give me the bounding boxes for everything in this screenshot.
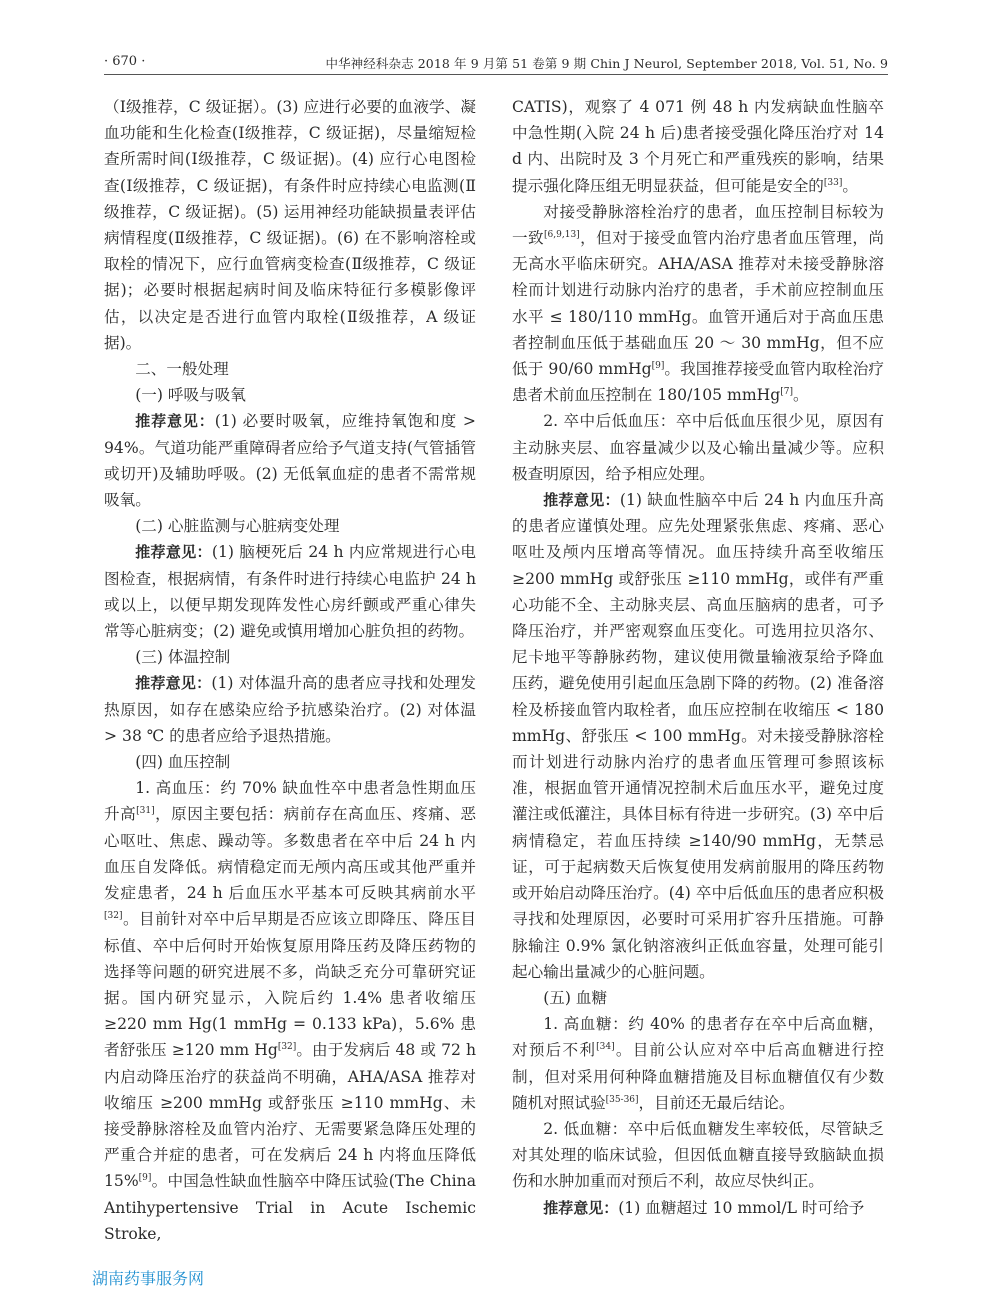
subsection-heading: (五) 血糖 <box>543 988 608 1007</box>
recommendation: 推荐意见：(1) 血糖超过 10 mmol/L 时可给予 <box>543 1198 865 1217</box>
recommendation-label: 推荐意见： <box>135 543 212 562</box>
journal-citation: 中华神经科杂志 2018 年 9 月第 51 卷第 9 期 Chin J Neurol, September 2018, Vol. 51, No. 9 <box>325 56 888 71</box>
paragraph: 2. 卒中后低血压：卒中后低血压很少见，原因有主动脉夹层、血容量减少以及心输出量减少等。应积极查明原因，给予相应处理。 <box>512 412 884 483</box>
section-heading: 二、一般处理 <box>135 360 229 379</box>
paragraph: CATIS)，观察了 4 071 例 48 h 内发病缺血性脑卒中急性期(入院 24 h 后)患者接受强化降压治疗对 14 d 内、出院时及 3 个月死亡和严重残疾的影响，结果提示强化降压组无明显获益，但可能是安全的[33]。 <box>512 98 884 195</box>
subsection-heading: (一) 呼吸与吸氧 <box>135 386 246 405</box>
citation-ref: [31] <box>136 806 155 817</box>
subsection-heading: (二) 心脏监测与心脏病变处理 <box>135 517 340 536</box>
subsection-heading: (三) 体温控制 <box>135 648 231 667</box>
recommendation: 推荐意见：(1) 缺血性脑卒中后 24 h 内血压升高的患者应谨慎处理。应先处理紧张焦虑、疼痛、恶心呕吐及颅内压增高等情况。血压持续升高至收缩压 ≥200 mmHg 或舒张压 ≥110 mmHg，或伴有严重心功能不全、主动脉夹层、高血压脑病的患者，可予降压治疗，并严密观察血压变化。可选用拉贝洛尔、尼卡地平等静脉药物，建议使用微量输液泵给予降血压药，避免使用引起血压急剧下降的药物。(2) 准备溶栓及桥接血管内取栓者，血压应控制在收缩压 < 180 mmHg、舒张压 < 100 mmHg。对未接受静脉溶栓而计划进行动脉内治疗的患者血压管理可参照该标准，根据血管开通情况控制术后血压水平，避免过度灌注或低灌注，具体目标有待进一步研究。(3) 卒中后病情稳定，若血压持续 ≥140/90 mmHg，无禁忌证，可于起病数天后恢复使用发病前服用的降压药物或开始启动降压治疗。(4) 卒中后低血压的患者应积极寻找和处理原因，必要时可采用扩容升压措施。可静脉输注 0.9% 氯化钠溶液纠正低血容量，处理可能引起心输出量减少的心脏问题。 <box>512 491 884 981</box>
page-header <box>104 52 888 75</box>
site-watermark: 湖南药事服务网 <box>92 1269 205 1288</box>
citation-ref: [7] <box>780 387 793 398</box>
recommendation: 推荐意见：(1) 脑梗死后 24 h 内应常规进行心电图检查，根据病情，有条件时进行持续心电监护 24 h 或以上，以便早期发现阵发性心房纤颤或严重心律失常等心脏病变；(2) 避免或慎用增加心脏负担的药物。 <box>104 543 476 641</box>
citation-ref: [32] <box>277 1042 297 1053</box>
left-column <box>104 94 476 1247</box>
subsection-heading: (四) 血压控制 <box>135 753 231 772</box>
paragraph: 对接受静脉溶栓治疗的患者，血压控制目标较为一致[6,9,13]，但对于接受血管内治疗患者血压管理，尚无高水平临床研究。AHA/ASA 推荐对未接受静脉溶栓而计划进行动脉内治疗的患者，手术前应控制血压水平 ≤ 180/110 mmHg。血管开通后对于高血压患者控制血压低于基础血压 20 ～ 30 mmHg，但不应低于 90/60 mmHg[9]。我国推荐接受血管内取栓治疗患者术前血压控制在 180/105 mmHg[7]。 <box>512 202 884 405</box>
citation-ref: [33] <box>823 177 843 188</box>
paragraph: 1. 高血糖：约 40% 的患者存在卒中后高血糖，对预后不利[34]。目前公认应对卒中后高血糖进行控制，但对采用何种降血糖措施及目标血糖值仅有少数随机对照试验[35-36]，目前还无最后结论。 <box>512 1015 884 1112</box>
citation-ref: [9] <box>138 1173 152 1184</box>
recommendation-label: 推荐意见： <box>543 1198 619 1217</box>
paragraph: 1. 高血压：约 70% 缺血性卒中患者急性期血压升高[31]，原因主要包括：病前存在高血压、疼痛、恶心呕吐、焦虑、躁动等。多数患者在卒中后 24 h 内血压自发降低。病情稳定而无颅内高压或其他严重并发症患者，24 h 后血压水平基本可反映其病前水平[32]。目前针对卒中后早期是否应该立即降压、降压目标值、卒中后何时开始恢复原用降压药及降压药物的选择等问题的研究进展不多，尚缺乏充分可靠研究证据。国内研究显示，入院后约 1.4% 患者收缩压 ≥220 mm Hg(1 mmHg = 0.133 kPa)，5.6% 患者舒张压 ≥120 mm Hg[32]。由于发病后 48 或 72 h 内启动降压治疗的获益尚不明确，AHA/ASA 推荐对收缩压 ≥200 mmHg 或舒张压 ≥110 mmHg、未接受静脉溶栓及血管内治疗、无需要紧急降压处理的严重合并症的患者，可在发病后 24 h 内将血压降低 15%[9]。中国急性缺血性脑卒中降压试验(The China Antihypertensive Trial in Acute Ischemic Stroke, <box>104 779 476 1243</box>
citation-ref: [35-36] <box>605 1094 639 1105</box>
recommendation-label: 推荐意见： <box>135 412 215 431</box>
paragraph: （Ⅰ级推荐，C 级证据）。(3) 应进行必要的血液学、凝血功能和生化检查(Ⅰ级推荐，C 级证据)，尽量缩短检查所需时间(Ⅰ级推荐，C 级证据)。(4) 应行心电图检查(Ⅰ级推荐，C 级证据)，有条件时应持续心电监测(Ⅱ级推荐，C 级证据)。(5) 运用神经功能缺损量表评估病情程度(Ⅱ级推荐，C 级证据)。(6) 在不影响溶栓或取栓的情况下，应行血管病变检查(Ⅱ级推荐，C 级证据)；必要时根据起病时间及临床特征行多模影像评估，以决定是否进行血管内取栓(Ⅱ级推荐，A 级证据)。 <box>104 98 476 352</box>
page-number: · 670 · <box>104 54 146 69</box>
recommendation: 推荐意见：(1) 必要时吸氧，应维持氧饱和度 > 94%。气道功能严重障碍者应给予气道支持(气管插管或切开)及辅助呼吸。(2) 无低氧血症的患者不需常规吸氧。 <box>104 412 476 510</box>
recommendation: 推荐意见：(1) 对体温升高的患者应寻找和处理发热原因，如存在感染应给予抗感染治疗。(2) 对体温 > 38 ℃ 的患者应给予退热措施。 <box>104 674 476 745</box>
paragraph: 2. 低血糖：卒中后低血糖发生率较低，尽管缺乏对其处理的临床试验，但因低血糖直接导致脑缺血损伤和水肿加重而对预后不利，故应尽快纠正。 <box>512 1119 884 1191</box>
citation-ref: [32] <box>104 911 123 922</box>
recommendation-label: 推荐意见： <box>135 674 212 693</box>
recommendation-label: 推荐意见： <box>543 491 620 510</box>
citation-ref: [9] <box>651 361 665 372</box>
citation-ref: [6,9,13] <box>544 230 580 241</box>
right-column <box>512 94 884 1221</box>
citation-ref: [34] <box>596 1042 615 1053</box>
